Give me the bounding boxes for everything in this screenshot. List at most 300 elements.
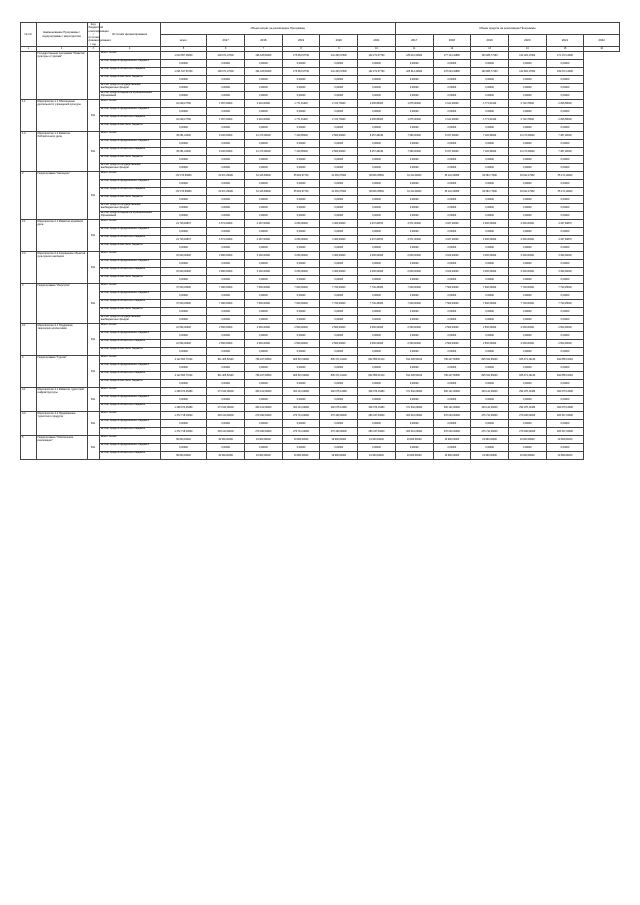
index-cell: 1 xyxy=(21,47,37,52)
value-cell: 302 075,13480 xyxy=(546,404,584,412)
value-cell: 0,00000 xyxy=(546,396,584,404)
value-cell: 0,00000 xyxy=(433,108,471,116)
value-cell: 0,00000 xyxy=(160,196,207,204)
row-source: за счет средств областного бюджета xyxy=(99,300,160,308)
row-source: за счет средств местного бюджета xyxy=(99,124,160,132)
value-cell: 14 173,00000 xyxy=(508,148,546,156)
value-cell: 0,00000 xyxy=(207,108,245,116)
row-code: 811 xyxy=(87,412,99,436)
value-cell: 0,00000 xyxy=(160,332,207,340)
value-cell: 0,00000 xyxy=(471,212,509,220)
row-code: 811 xyxy=(87,284,99,324)
value-cell: 0,00000 xyxy=(282,308,320,316)
value-cell: 270 040,00000 xyxy=(245,412,283,420)
row-program-name: Мероприятие 1.1 Обеспечение деятельности учреждений культуры xyxy=(36,100,87,132)
value-cell: 0,00000 xyxy=(546,228,584,236)
value-cell: 0,00000 xyxy=(160,396,207,404)
value-cell: 7 000,00000 xyxy=(395,300,433,308)
value-cell: 0,00000 xyxy=(546,108,584,116)
value-cell: 0,00000 xyxy=(395,76,433,84)
header-num: № п/п xyxy=(21,23,37,47)
value-cell: 7 980,00000 xyxy=(395,132,433,140)
value-cell: 0,00000 xyxy=(433,212,471,220)
value-cell: 0,00000 xyxy=(358,260,396,268)
row-code xyxy=(87,52,99,100)
value-cell: 8 157,00000 xyxy=(433,148,471,156)
row-number: 4.1 xyxy=(21,388,37,412)
value-cell: 4 571,00000 xyxy=(207,236,245,244)
row-number: 2.2 xyxy=(21,252,37,284)
index-cell: 7 xyxy=(245,47,283,52)
value-cell: 0,00000 xyxy=(160,348,207,356)
value-cell: 99 804,84200 xyxy=(160,452,207,460)
value-cell: 7 487,20000 xyxy=(546,132,584,140)
value-cell: 2 295,85000 xyxy=(358,116,396,124)
value-cell: 0,00000 xyxy=(207,308,245,316)
row-source: за счет средств государственных внебюджетных фондов xyxy=(99,316,160,324)
value-cell: 8 157,00000 xyxy=(433,132,471,140)
value-cell: 14 173,00000 xyxy=(245,148,283,156)
value-cell: 0,00000 xyxy=(471,92,509,100)
value-cell: 300 141,06000 xyxy=(433,404,471,412)
value-cell: 2 295,85000 xyxy=(546,116,584,124)
value-cell: 1 469 974,45480 xyxy=(160,404,207,412)
value-cell: 0,00000 xyxy=(320,108,358,116)
value-cell: 8 157,28240 xyxy=(358,148,396,156)
value-cell: 0,00000 xyxy=(282,204,320,212)
value-cell: 3 100,00000 xyxy=(245,252,283,260)
value-cell: 19 960,00000 xyxy=(320,436,358,444)
value-cell: 0,00000 xyxy=(546,444,584,452)
value-cell: 0,00000 xyxy=(245,348,283,356)
value-cell: 2 500,00000 xyxy=(320,132,358,140)
value-cell: 0,00000 xyxy=(245,380,283,388)
row-source: за счет средств областного бюджета xyxy=(99,188,160,196)
value-cell: 2 722,78400 xyxy=(508,100,546,108)
value-cell: 0,00000 xyxy=(433,292,471,300)
index-cell: 5 xyxy=(160,47,207,52)
value-cell: 0,00000 xyxy=(160,124,207,132)
value-cell: 2 121,00000 xyxy=(433,116,471,124)
value-cell: 0,00000 xyxy=(395,108,433,116)
value-cell: 2 500,00000 xyxy=(245,324,283,332)
index-cell: 12 xyxy=(433,47,471,52)
row-source: за счет средств федерального бюджета xyxy=(99,180,160,188)
value-cell: 4 437,84870 xyxy=(546,236,584,244)
value-cell: 2 500,00000 xyxy=(546,340,584,348)
value-cell: 0,00000 xyxy=(282,108,320,116)
value-cell: 3 100,00000 xyxy=(245,268,283,276)
value-cell: 2 500,00000 xyxy=(282,324,320,332)
value-cell: 0,00000 xyxy=(395,332,433,340)
value-cell: 0,00000 xyxy=(160,316,207,324)
value-cell: 0,00000 xyxy=(207,204,245,212)
value-cell: 0,00000 xyxy=(282,212,320,220)
value-cell: 7 700,00000 xyxy=(508,300,546,308)
value-cell: 0,00000 xyxy=(320,76,358,84)
value-cell: 0,00000 xyxy=(433,348,471,356)
value-cell: 796 247,50500 xyxy=(433,372,471,380)
value-cell: 2 500,00000 xyxy=(508,340,546,348)
value-cell: 142 822,17900 xyxy=(508,68,546,76)
value-cell: 0,00000 xyxy=(245,260,283,268)
value-cell: 19 960,00000 xyxy=(395,436,433,444)
value-cell: 3 250,00000 xyxy=(282,268,320,276)
index-cell: 11 xyxy=(395,47,433,52)
row-source: за счет средств местного бюджета xyxy=(99,244,160,252)
value-cell: 0,00000 xyxy=(245,228,283,236)
value-cell: 1 001 547,97230 xyxy=(160,68,207,76)
value-cell: 1 771,61420 xyxy=(282,100,320,108)
value-cell: 0,00000 xyxy=(245,332,283,340)
value-cell: 19 960,00000 xyxy=(245,436,283,444)
value-cell: 0,00000 xyxy=(282,276,320,284)
value-cell: 304 141,06000 xyxy=(282,404,320,412)
value-cell: 4 300,00000 xyxy=(320,236,358,244)
row-source: за счет средств местного бюджета xyxy=(99,156,160,164)
value-cell: 3 490,00000 xyxy=(546,252,584,260)
value-cell: 292 075,13480 xyxy=(508,404,546,412)
value-cell: 19 960,00000 xyxy=(433,452,471,460)
value-cell: 270 040,00000 xyxy=(433,428,471,436)
header-year-right: 2017 xyxy=(395,35,433,47)
value-cell: 0,00000 xyxy=(433,332,471,340)
value-cell: 0,00000 xyxy=(160,204,207,212)
value-cell: 2 722,78400 xyxy=(320,100,358,108)
value-cell: 0,00000 xyxy=(433,180,471,188)
value-cell: 0,00000 xyxy=(282,156,320,164)
value-cell: 7 500,00000 xyxy=(245,300,283,308)
value-cell: 0,00000 xyxy=(508,260,546,268)
value-cell: 0,00000 xyxy=(160,364,207,372)
value-cell: 835 471,19130 xyxy=(320,372,358,380)
value-cell: 0,00000 xyxy=(508,444,546,452)
value-cell: 3 300,00000 xyxy=(320,252,358,260)
value-cell: 7 120,95000 xyxy=(282,132,320,140)
value-cell: 0,00000 xyxy=(358,164,396,172)
value-cell: 2 500,00000 xyxy=(546,324,584,332)
value-cell: 0,00000 xyxy=(358,244,396,252)
value-cell: 31 971,29000 xyxy=(207,172,245,180)
value-cell: 300 141,06000 xyxy=(245,404,283,412)
value-cell: 0,00000 xyxy=(395,196,433,204)
value-cell: 2 500,00000 xyxy=(508,324,546,332)
value-cell: 0,00000 xyxy=(282,140,320,148)
value-cell: 10 048,27790 xyxy=(160,116,207,124)
value-cell: 302 075,13480 xyxy=(358,404,396,412)
value-cell: 0,00000 xyxy=(395,292,433,300)
value-cell: 0,00000 xyxy=(433,244,471,252)
value-cell: 0,00000 xyxy=(546,420,584,428)
value-cell: 4 112 500,77040 xyxy=(160,372,207,380)
value-cell: 835 471,19130 xyxy=(508,372,546,380)
value-cell: 292 075,13480 xyxy=(320,404,358,412)
value-cell: 4 571,00000 xyxy=(207,220,245,228)
value-cell: 0,00000 xyxy=(358,84,396,92)
value-cell: 826 521,56000 xyxy=(471,372,509,380)
value-cell: 19 960,00000 xyxy=(282,436,320,444)
value-cell: 0,00000 xyxy=(207,380,245,388)
row-program-name: Государственная программа "Развитие культуры и туризма" xyxy=(36,52,87,100)
value-cell: 0,00000 xyxy=(433,76,471,84)
value-cell: 0,00000 xyxy=(282,420,320,428)
value-cell: 0,00000 xyxy=(471,164,509,172)
row-source: за счет средств областного бюджета xyxy=(99,428,160,436)
value-cell: 0,00000 xyxy=(282,180,320,188)
value-cell: 0,00000 xyxy=(282,92,320,100)
value-cell: 0,00000 xyxy=(358,124,396,132)
value-cell: 0,00000 xyxy=(160,260,207,268)
value-cell: 811 405,50100 xyxy=(207,356,245,364)
value-cell: 122 271,67790 xyxy=(358,68,396,76)
value-cell: 169 672,14900 xyxy=(546,68,584,76)
value-cell: 0,00000 xyxy=(245,212,283,220)
value-cell: 271 542,06000 xyxy=(395,388,433,396)
header-source: Источник финансирования xyxy=(99,23,160,47)
value-cell: 0,00000 xyxy=(546,212,584,220)
value-cell: 0,00000 xyxy=(508,316,546,324)
value-cell: 0,00000 xyxy=(207,156,245,164)
row-source: Всего: из них xyxy=(99,132,160,140)
value-cell: 2 500,00000 xyxy=(320,148,358,156)
value-cell: 0,00000 xyxy=(245,164,283,172)
value-cell: 0,00000 xyxy=(207,140,245,148)
value-cell: 0,00000 xyxy=(207,124,245,132)
value-cell: 0,00000 xyxy=(207,180,245,188)
value-cell: 1 875,00000 xyxy=(395,100,433,108)
value-cell: 0,00000 xyxy=(508,84,546,92)
value-cell: 4 571,00000 xyxy=(395,236,433,244)
value-cell: 0,00000 xyxy=(508,396,546,404)
value-cell: 0,00000 xyxy=(320,308,358,316)
value-cell: 283 347,04600 xyxy=(546,428,584,436)
row-source: за счет средств федерального бюджета xyxy=(99,60,160,68)
row-source: за счет средств местного бюджета xyxy=(99,380,160,388)
row-source: Всего: из них xyxy=(99,412,160,420)
row-program-name: Подпрограмма "Наследие" xyxy=(36,172,87,220)
row-source: Всего: из них xyxy=(99,252,160,260)
value-cell: 10 048,27790 xyxy=(160,100,207,108)
value-cell: 0,00000 xyxy=(433,228,471,236)
value-cell: 2 500,00000 xyxy=(358,324,396,332)
value-cell: 0,00000 xyxy=(395,316,433,324)
value-cell: 0,00000 xyxy=(207,316,245,324)
value-cell: 4 250,00000 xyxy=(471,220,509,228)
row-code: 811 xyxy=(87,220,99,252)
value-cell: 300 141,06000 xyxy=(245,388,283,396)
index-cell: 13 xyxy=(471,47,509,52)
row-source: Всего: из них xyxy=(99,356,160,364)
row-code: 811 xyxy=(87,436,99,460)
header-name: Наименование Программы / подпрограммы / мероприятия xyxy=(36,23,87,47)
row-source: Всего: из них xyxy=(99,220,160,228)
index-cell: 15 xyxy=(546,47,584,52)
value-cell: 0,00000 xyxy=(546,196,584,204)
value-cell: 7 487,20000 xyxy=(546,148,584,156)
value-cell: 304 141,06000 xyxy=(471,404,509,412)
header-year-right: 2021 xyxy=(546,35,584,47)
value-cell: 2 500,00000 xyxy=(471,340,509,348)
value-cell: 0,00000 xyxy=(433,204,471,212)
value-cell: 0,00000 xyxy=(395,180,433,188)
value-cell: 0,00000 xyxy=(320,164,358,172)
value-cell: 0,00000 xyxy=(433,92,471,100)
value-cell: 4 300,00000 xyxy=(508,236,546,244)
value-cell: 0,00000 xyxy=(433,156,471,164)
value-cell: 0,00000 xyxy=(282,60,320,68)
value-cell: 0,00000 xyxy=(508,276,546,284)
value-cell: 811 405,50100 xyxy=(395,356,433,364)
header-group-right: Объем средств на реализацию Программы xyxy=(395,23,619,35)
value-cell: 0,00000 xyxy=(358,108,396,116)
value-cell: 45 051,23240 xyxy=(160,132,207,140)
value-cell: 279 180,00000 xyxy=(508,428,546,436)
value-cell: 7 740,25000 xyxy=(546,284,584,292)
value-cell: 0,00000 xyxy=(433,396,471,404)
value-cell: 276 741,06000 xyxy=(282,412,320,420)
value-cell: 0,00000 xyxy=(160,244,207,252)
row-source: Всего: из них xyxy=(99,324,160,332)
value-cell: 7 700,00000 xyxy=(320,284,358,292)
value-cell: 1 875,00000 xyxy=(395,116,433,124)
row-code: 811 xyxy=(87,100,99,132)
value-cell: 0,00000 xyxy=(358,292,396,300)
value-cell: 0,00000 xyxy=(546,348,584,356)
value-cell: 19 960,00000 xyxy=(282,452,320,460)
table-body xyxy=(21,23,620,460)
row-source: за счет средств областного бюджета xyxy=(99,452,160,460)
value-cell: 0,00000 xyxy=(282,164,320,172)
value-cell: 0,00000 xyxy=(320,92,358,100)
value-cell: 175 663,97700 xyxy=(282,52,320,60)
value-cell: 0,00000 xyxy=(245,76,283,84)
header-year-left: 2017 xyxy=(207,35,245,47)
row-source: за счет средств областного бюджета xyxy=(99,68,160,76)
value-cell: 0,00000 xyxy=(320,332,358,340)
value-cell: 0,00000 xyxy=(160,156,207,164)
header-total-left: всего xyxy=(160,35,207,47)
value-cell: 19 960,00000 xyxy=(433,436,471,444)
row-program-name: Мероприятие 4.1 Развитие туристской инфраструктуры xyxy=(36,388,87,412)
value-cell: 0,00000 xyxy=(358,276,396,284)
value-cell: 796 247,50500 xyxy=(433,356,471,364)
value-cell: 0,00000 xyxy=(358,316,396,324)
value-cell: 835 471,19130 xyxy=(320,356,358,364)
value-cell: 0,00000 xyxy=(282,124,320,132)
row-number: 1.1 xyxy=(21,100,37,132)
value-cell: 283 347,04600 xyxy=(358,428,396,436)
value-cell: 0,00000 xyxy=(471,180,509,188)
value-cell: 0,00000 xyxy=(471,276,509,284)
value-cell: 21 745,84870 xyxy=(160,220,207,228)
value-cell: 3 100,00000 xyxy=(433,268,471,276)
value-cell: 811 405,50100 xyxy=(207,372,245,380)
index-cell: 16 xyxy=(584,47,620,52)
row-source: за счет средств федерального бюджета xyxy=(99,444,160,452)
value-cell: 0,00000 xyxy=(433,124,471,132)
value-cell: 279 180,00000 xyxy=(508,412,546,420)
row-source: за счет средств федерального бюджета xyxy=(99,228,160,236)
index-cell: 2 xyxy=(36,47,87,52)
value-cell: 175 663,97700 xyxy=(282,68,320,76)
row-number: 3.1 xyxy=(21,324,37,356)
value-cell: 2 121,00000 xyxy=(433,100,471,108)
value-cell: 0,00000 xyxy=(282,396,320,404)
value-cell: 0,00000 xyxy=(282,316,320,324)
value-cell: 0,00000 xyxy=(207,92,245,100)
value-cell: 0,00000 xyxy=(207,260,245,268)
value-cell: 0,00000 xyxy=(433,276,471,284)
value-cell: 3 100,00000 xyxy=(433,252,471,260)
value-cell: 0,00000 xyxy=(207,364,245,372)
value-cell: 3 300,00000 xyxy=(508,252,546,260)
value-cell: 842 855,01310 xyxy=(358,356,396,364)
value-cell: 0,00000 xyxy=(395,140,433,148)
row-program-name: Мероприятие 2.1 Развитие музейного дела xyxy=(36,220,87,252)
value-cell: 0,00000 xyxy=(245,364,283,372)
value-cell: 0,00000 xyxy=(546,204,584,212)
value-cell: 0,00000 xyxy=(207,164,245,172)
value-cell: 0,00000 xyxy=(207,420,245,428)
value-cell: 0,00000 xyxy=(207,60,245,68)
value-cell: 4 250,00000 xyxy=(282,220,320,228)
value-cell: 7 600,00000 xyxy=(282,284,320,292)
value-cell: 2 800,00000 xyxy=(207,252,245,260)
value-cell: 0,00000 xyxy=(433,316,471,324)
value-cell: 0,00000 xyxy=(207,348,245,356)
value-cell: 171 172,14900 xyxy=(546,52,584,60)
value-cell: 131 463,37600 xyxy=(320,68,358,76)
value-cell: 0,00000 xyxy=(546,380,584,388)
value-cell: 0,00000 xyxy=(508,60,546,68)
value-cell: 172 073,83950 xyxy=(160,188,207,196)
value-cell: 0,00000 xyxy=(508,380,546,388)
row-source: за счет средств государственных внебюджетных фондов xyxy=(99,204,160,212)
value-cell: 0,00000 xyxy=(282,228,320,236)
table-row xyxy=(21,452,620,460)
value-cell: 35 663,97700 xyxy=(282,172,320,180)
value-cell: 0,00000 xyxy=(395,308,433,316)
value-cell: 283 347,04600 xyxy=(546,412,584,420)
value-cell: 0,00000 xyxy=(358,60,396,68)
value-cell: 263 410,00000 xyxy=(207,412,245,420)
value-cell: 0,00000 xyxy=(245,292,283,300)
value-cell: 7 120,95000 xyxy=(471,148,509,156)
row-code: 811 xyxy=(87,252,99,284)
value-cell: 4 250,00000 xyxy=(471,236,509,244)
value-cell: 0,00000 xyxy=(160,212,207,220)
value-cell: 0,00000 xyxy=(508,92,546,100)
value-cell: 7 740,25000 xyxy=(358,284,396,292)
value-cell: 0,00000 xyxy=(245,396,283,404)
value-cell: 0,00000 xyxy=(508,124,546,132)
value-cell: 7 500,00000 xyxy=(433,300,471,308)
row-number: 4.2 xyxy=(21,412,37,436)
value-cell: 0,00000 xyxy=(395,348,433,356)
value-cell: 2 722,78400 xyxy=(320,116,358,124)
value-cell: 0,00000 xyxy=(508,164,546,172)
value-cell: 0,00000 xyxy=(471,380,509,388)
value-cell: 0,00000 xyxy=(395,92,433,100)
value-cell: 0,00000 xyxy=(508,196,546,204)
value-cell: 0,00000 xyxy=(433,140,471,148)
value-cell: 183 913,34600 xyxy=(395,68,433,76)
value-cell: 0,00000 xyxy=(320,348,358,356)
value-cell: 0,00000 xyxy=(508,180,546,188)
value-cell: 34 111,34600 xyxy=(395,172,433,180)
value-cell: 0,00000 xyxy=(471,228,509,236)
value-cell: 0,00000 xyxy=(471,244,509,252)
